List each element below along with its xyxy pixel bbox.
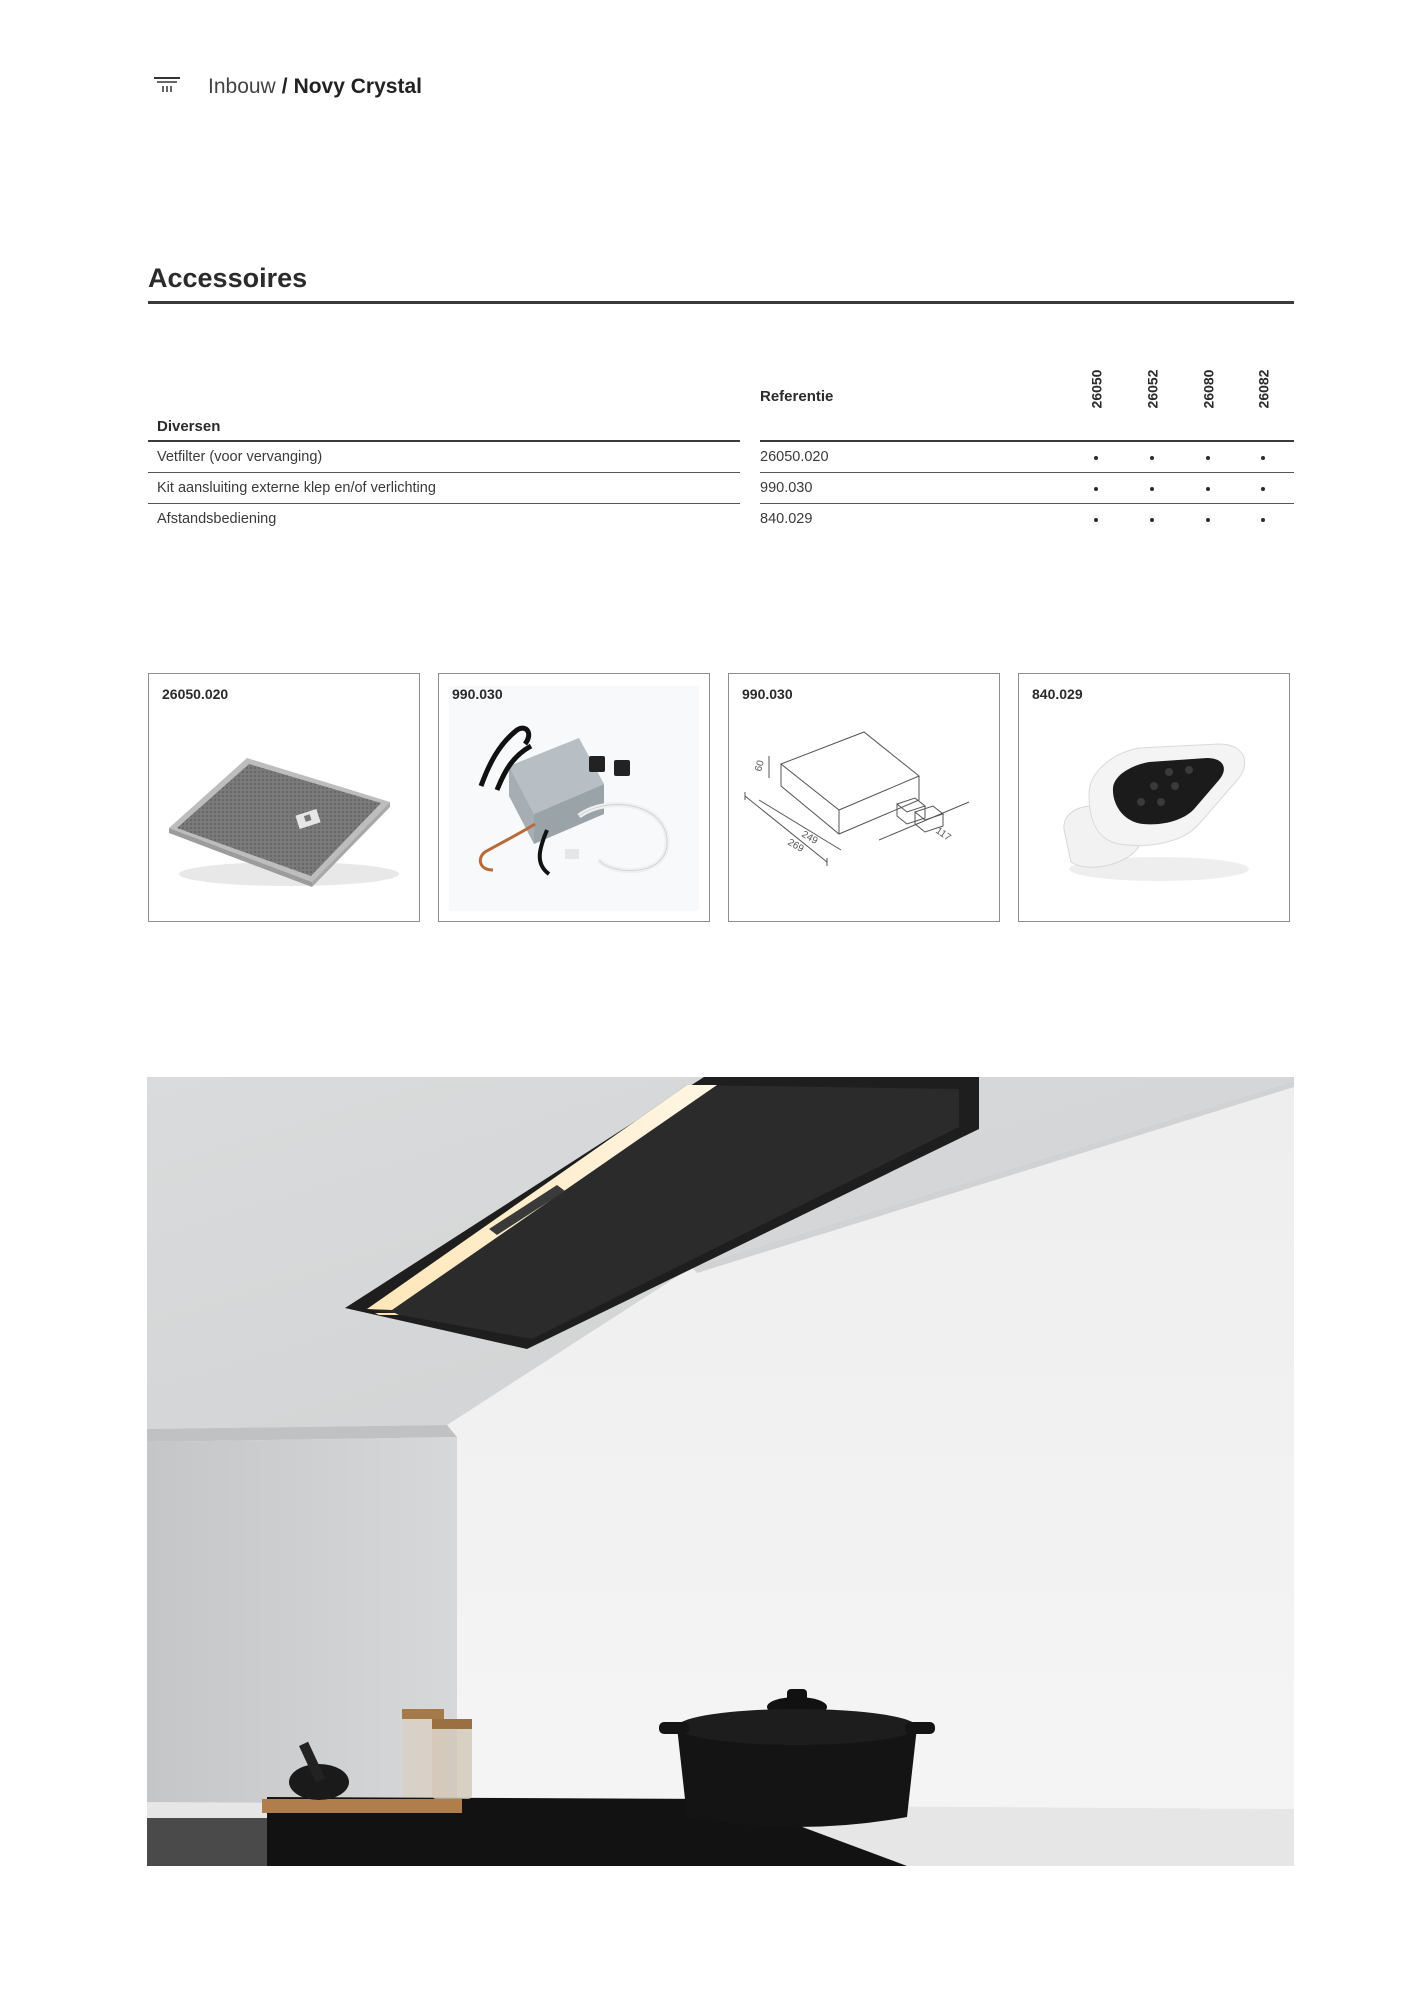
- table-row-divider: [1068, 472, 1294, 473]
- table-header-rule: [148, 440, 740, 442]
- availability-dot: [1094, 456, 1098, 460]
- accessory-thumbnails: [148, 673, 1294, 922]
- table-header-rule: [760, 440, 1070, 442]
- table-row-divider: [148, 472, 740, 473]
- section-divider: [148, 301, 1294, 304]
- reference-column-header: Referentie: [760, 388, 834, 405]
- availability-dot: [1150, 456, 1154, 460]
- availability-dot: [1094, 518, 1098, 522]
- breadcrumb-current: Novy Crystal: [293, 75, 422, 98]
- thumbnail-label: 990.030: [742, 686, 793, 702]
- thumbnail-connection-kit-drawing[interactable]: [728, 673, 1000, 922]
- remote-control-image: [1019, 674, 1289, 921]
- dimension-label: 60: [753, 759, 767, 773]
- thumbnail-remote-control[interactable]: [1018, 673, 1290, 922]
- cooker-hood-icon: [152, 74, 182, 100]
- product-photo: [147, 1077, 1294, 1866]
- availability-dot: [1150, 518, 1154, 522]
- availability-dot: [1150, 487, 1154, 491]
- table-row-divider: [148, 503, 740, 504]
- connection-kit-drawing: [729, 674, 999, 921]
- thumbnail-label: 840.029: [1032, 686, 1083, 702]
- accessory-reference: 990.030: [760, 480, 813, 496]
- breadcrumb-parent[interactable]: Inbouw: [208, 75, 276, 98]
- accessory-name: Afstandsbediening: [157, 511, 277, 527]
- accessories-table: [148, 340, 1294, 540]
- availability-dot: [1261, 456, 1265, 460]
- model-header: 26050: [1088, 369, 1104, 409]
- accessory-reference: 840.029: [760, 511, 813, 527]
- section-title: Accessoires: [148, 263, 308, 293]
- dimension-label: 249: [799, 829, 820, 847]
- model-header: 26082: [1255, 369, 1271, 409]
- accessory-name: Kit aansluiting externe klep en/of verlichting: [157, 480, 436, 496]
- dimension-label: 117: [933, 825, 953, 844]
- accessory-reference: 26050.020: [760, 449, 829, 465]
- table-header-rule: [1068, 440, 1294, 442]
- thumbnail-label: 990.030: [452, 686, 503, 702]
- availability-dot: [1206, 456, 1210, 460]
- model-header: 26052: [1144, 369, 1160, 409]
- ceiling-hood-photo: [147, 1077, 1294, 1866]
- table-row-divider: [760, 503, 1070, 504]
- thumbnail-connection-kit-photo[interactable]: [438, 673, 710, 922]
- group-label: Diversen: [157, 418, 221, 435]
- accessory-name: Vetfilter (voor vervanging): [157, 449, 323, 465]
- thumbnail-label: 26050.020: [162, 686, 229, 702]
- table-row-divider: [760, 472, 1070, 473]
- availability-dot: [1261, 518, 1265, 522]
- breadcrumb-separator: /: [281, 75, 288, 98]
- availability-dot: [1206, 487, 1210, 491]
- connection-kit-image: [439, 674, 709, 921]
- grease-filter-image: [149, 674, 419, 921]
- breadcrumb: [152, 74, 422, 100]
- model-header: 26080: [1200, 369, 1216, 409]
- availability-dot: [1261, 487, 1265, 491]
- availability-dot: [1094, 487, 1098, 491]
- table-row-divider: [1068, 503, 1294, 504]
- dimension-label: 269: [785, 837, 806, 855]
- thumbnail-grease-filter[interactable]: [148, 673, 420, 922]
- availability-dot: [1206, 518, 1210, 522]
